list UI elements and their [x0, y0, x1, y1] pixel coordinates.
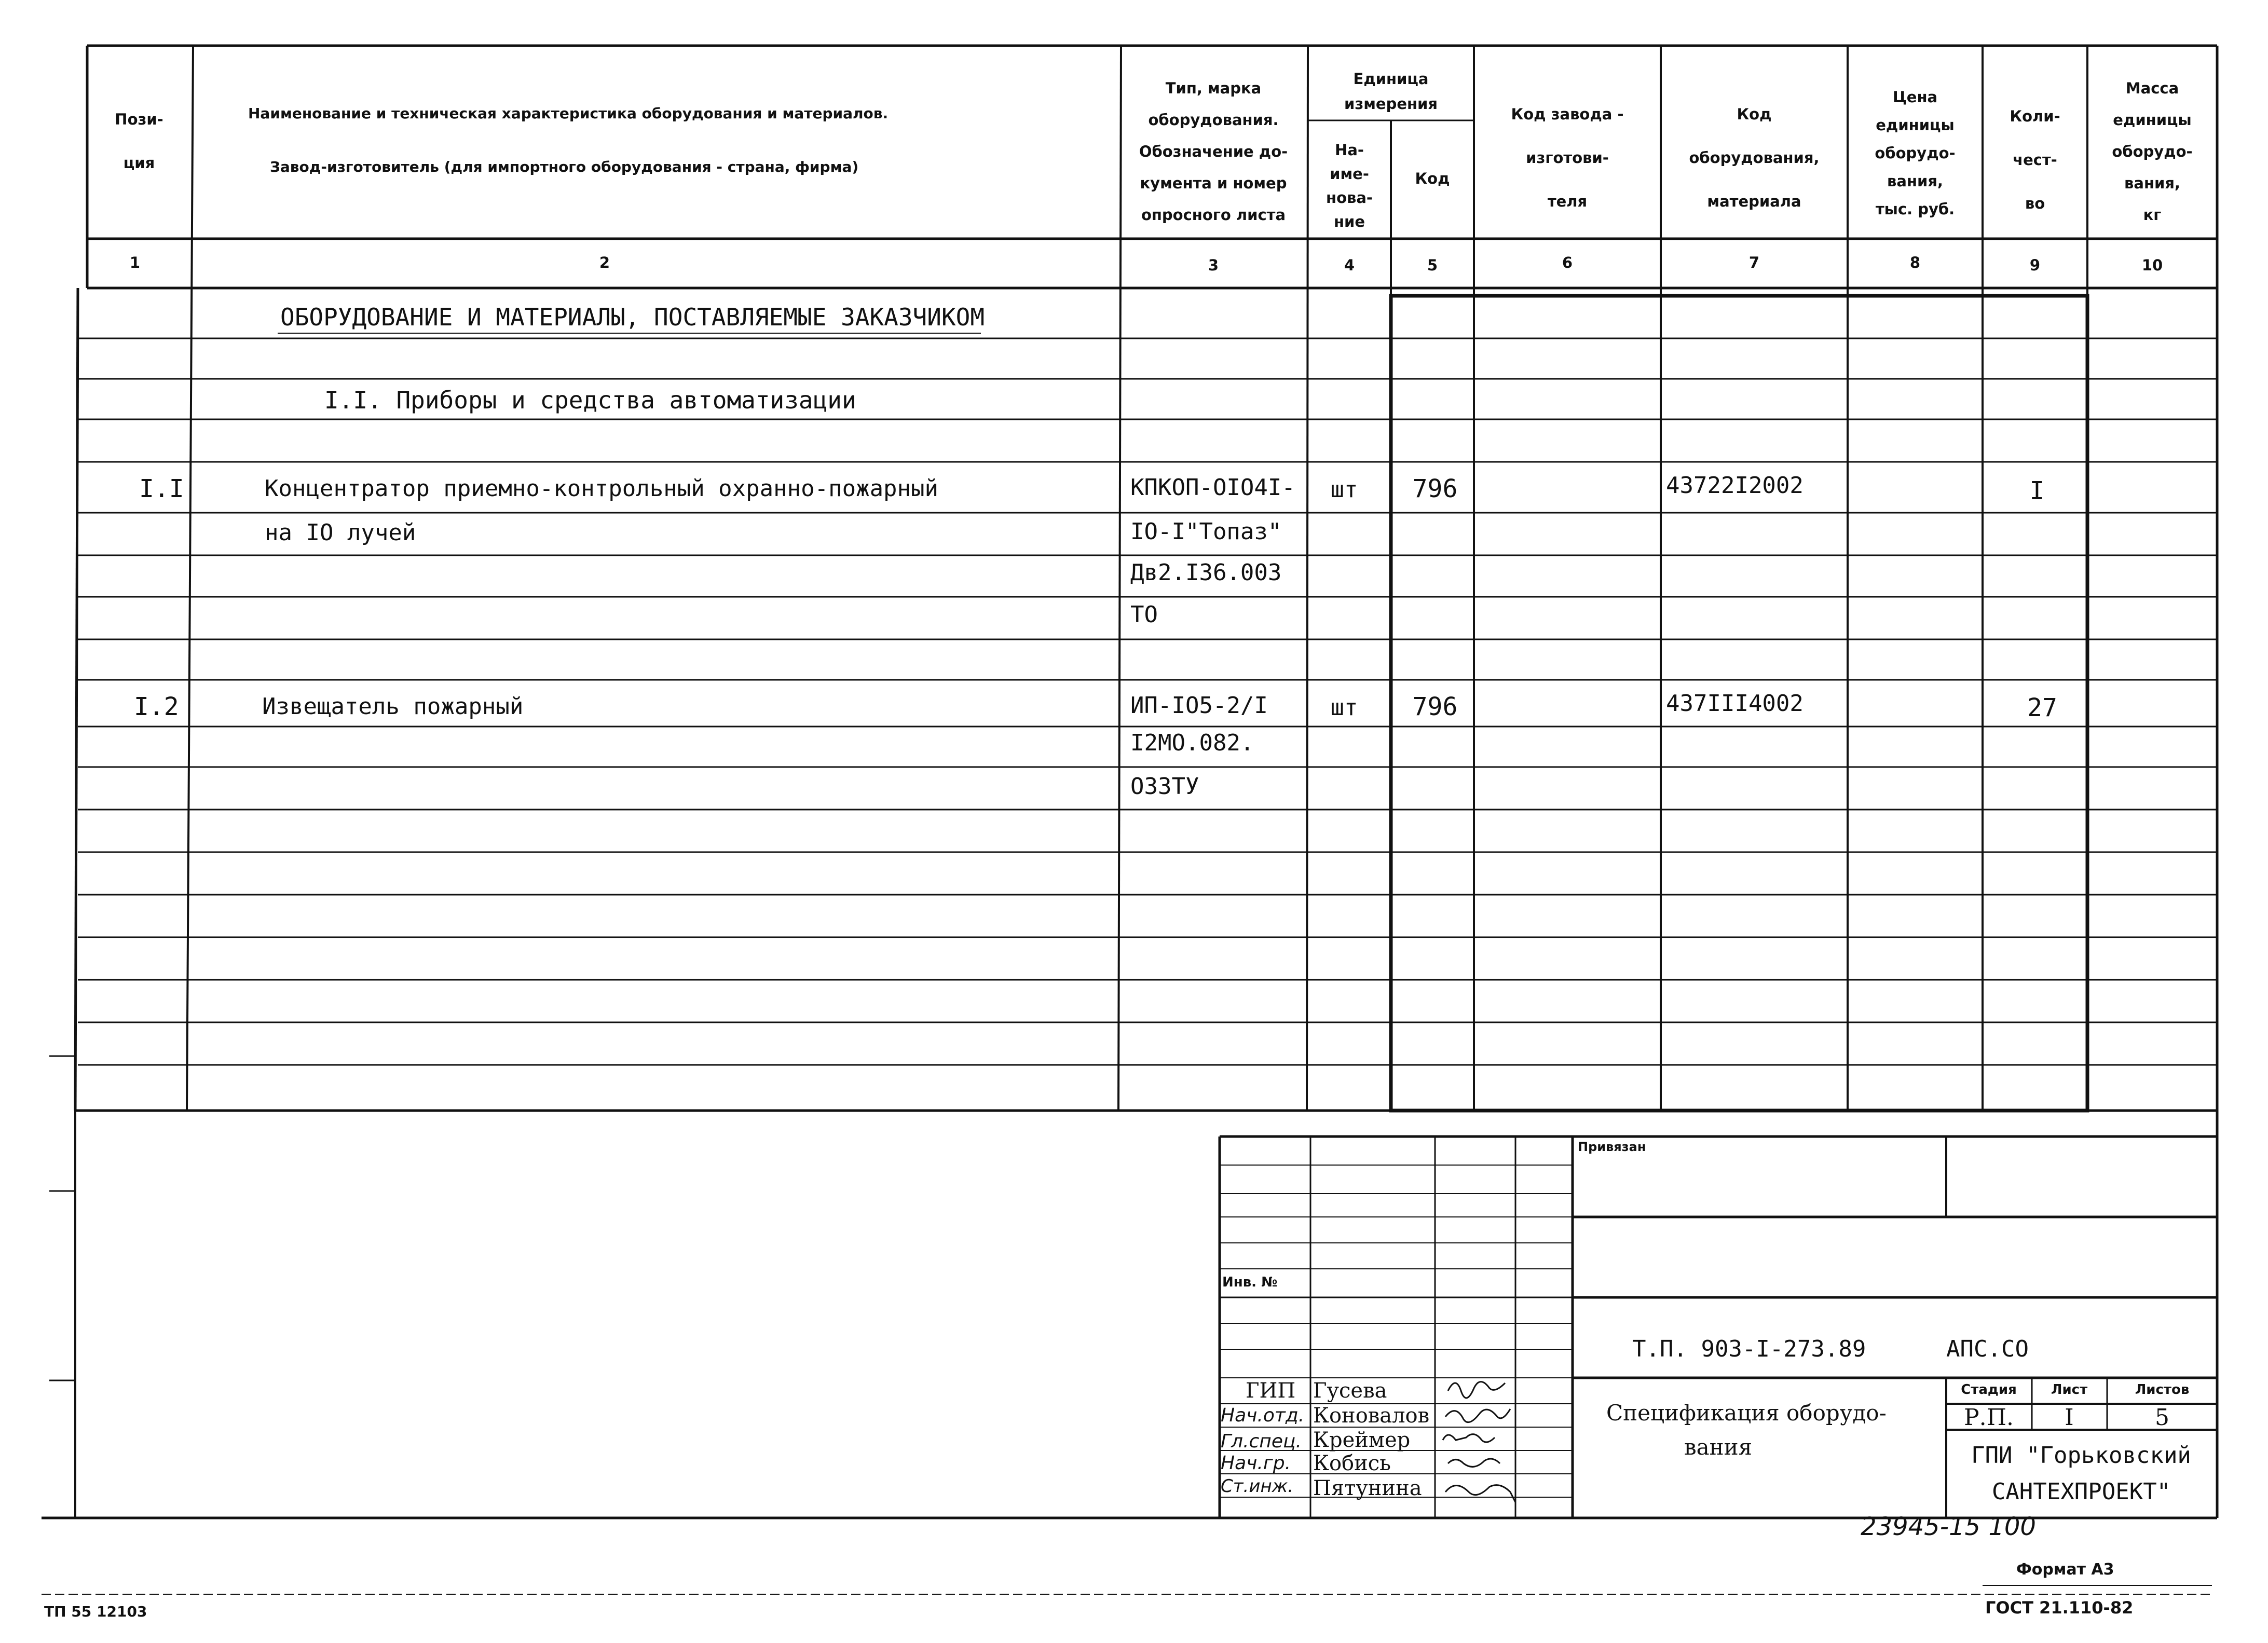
header-mass: Масса единицы оборудо- вания, кг [2112, 79, 2193, 224]
role-head-dept: Нач.отд. [1221, 1405, 1305, 1426]
row1-position: I.I [139, 474, 184, 503]
header-unit-name: На- име- нова- ние [1326, 141, 1373, 230]
name-pyatunina: Пятунина [1313, 1476, 1422, 1500]
col-number-9: 9 [2029, 256, 2041, 274]
role-gip: ГИП [1246, 1379, 1296, 1403]
document-mark: АПС.СО [1946, 1336, 2029, 1362]
col-number-2: 2 [599, 254, 610, 271]
privyazan-label: Привязан [1578, 1140, 1646, 1154]
row2-position: I.2 [134, 692, 179, 721]
col-number-8: 8 [1909, 254, 1921, 271]
row2-type-line3: О33ТУ [1130, 773, 1199, 800]
row2-material-code: 437III4002 [1666, 690, 1804, 717]
col-number-10: 10 [2141, 256, 2163, 274]
name-konovalov: Коновалов [1313, 1404, 1430, 1428]
row1-name-line1: Концентратор приемно-контрольный охранно-пожарный [265, 475, 939, 502]
header-name-line2: Завод-изготовитель (для импортного оборудования - страна, фирма) [270, 158, 859, 175]
sheet-label: Лист [2051, 1382, 2088, 1398]
format-label: Формат А3 [2016, 1560, 2114, 1579]
col-number-4: 4 [1344, 256, 1355, 274]
col-number-1: 1 [129, 254, 141, 271]
header-factory-code: Код завода - изготови- теля [1511, 105, 1624, 210]
role-group-head: Нач.гр. [1221, 1453, 1291, 1474]
header-unit: Единица измерения [1344, 70, 1438, 113]
col-number-7: 7 [1748, 254, 1760, 271]
col-number-6: 6 [1562, 254, 1573, 271]
row2-unit-code: 796 [1412, 692, 1458, 721]
header-material-code: Код оборудования, материала [1689, 105, 1820, 210]
document-code: Т.П. 903-I-273.89 [1632, 1336, 1866, 1362]
row1-type-line1: КПКОП-OIO4I- [1130, 474, 1295, 501]
gost-label: ГОСТ 21.110-82 [1985, 1598, 2134, 1618]
signatures [1443, 1382, 1515, 1503]
row1-type-line3: Дв2.I36.003 [1130, 559, 1282, 586]
subsection-title: I.I. Приборы и средства автоматизации [324, 386, 856, 414]
stage-value: Р.П. [1964, 1404, 2014, 1431]
document-title: Спецификация оборудо- вания [1606, 1400, 1887, 1460]
row1-quantity: I [2029, 476, 2045, 505]
role-senior-engineer: Ст.инж. [1221, 1476, 1294, 1497]
stage-label: Стадия [1961, 1382, 2017, 1398]
col-number-5: 5 [1427, 256, 1438, 274]
row2-name-line1: Извещатель пожарный [262, 693, 524, 720]
section-title: ОБОРУДОВАНИЕ И МАТЕРИАЛЫ, ПОСТАВЛЯЕМЫЕ ЗАКАЗЧИКОМ [280, 303, 985, 331]
row1-unit: шт [1330, 476, 1358, 503]
sheets-value: 5 [2155, 1404, 2169, 1431]
header-price: Цена единицы оборудо- вания, тыс. руб. [1875, 88, 1956, 218]
header-unit-code: Код [1415, 170, 1450, 187]
header-quantity: Коли- чест- во [2010, 107, 2060, 212]
sheets-label: Листов [2135, 1382, 2190, 1398]
header-position: Пози- ция [115, 111, 163, 172]
row1-type-line4: ТО [1130, 601, 1158, 628]
organization-name: ГПИ "Горьковский САНТЕХПРОЕКТ" [1971, 1442, 2191, 1505]
row1-type-line2: IO-I"Топаз" [1130, 518, 1282, 545]
header-name-line1: Наименование и техническая характеристика оборудования и материалов. [248, 105, 889, 122]
name-kreimer: Креймер [1313, 1428, 1411, 1452]
row2-type-line1: ИП-IO5-2/I [1130, 692, 1268, 719]
row2-unit: шт [1330, 694, 1358, 721]
left-footer-code: ТП 55 12103 [44, 1603, 147, 1620]
role-chief-spec: Гл.спец. [1221, 1431, 1302, 1452]
handwritten-number: 23945-15 100 [1861, 1512, 2036, 1541]
row2-type-line2: I2МО.082. [1130, 730, 1254, 756]
name-kobis: Кобись [1313, 1452, 1391, 1475]
sheet-value: I [2065, 1404, 2074, 1431]
row1-material-code: 43722I2002 [1666, 472, 1804, 499]
name-guseva: Гусева [1313, 1379, 1387, 1403]
row2-quantity: 27 [2027, 693, 2057, 722]
header-type: Тип, марка оборудования. Обозначение до- кумента и номер опросного листа [1139, 79, 1288, 224]
col-number-3: 3 [1208, 256, 1219, 274]
row1-name-line2: на IO лучей [265, 519, 416, 546]
inventory-number-label: Инв. № [1222, 1275, 1278, 1290]
row1-unit-code: 796 [1412, 474, 1458, 503]
